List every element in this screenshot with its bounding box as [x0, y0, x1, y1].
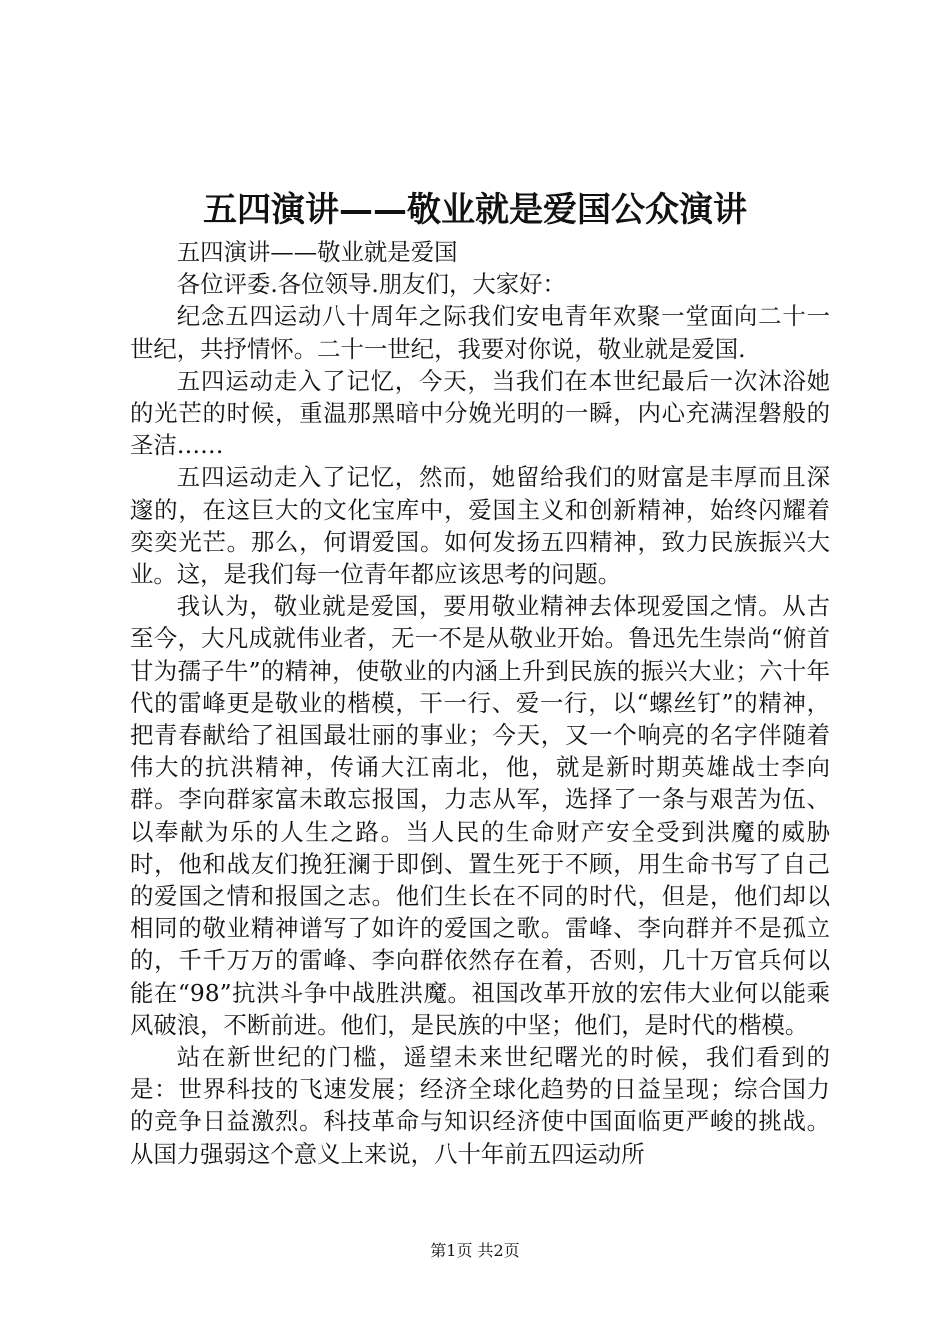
page-footer: 第1页 共2页 — [430, 1241, 520, 1260]
paragraph: 五四运动走入了记忆，然而，她留给我们的财富是丰厚而且深邃的，在这巨大的文化宝库中，爱国主义和创新精神，始终闪耀着奕奕光芒。那么，何谓爱国。如何发扬五四精神，致力民族振兴大业。这，是我们每一位青年都应该思考的问题。 — [130, 463, 830, 589]
paragraph: 五四运动走入了记忆，今天，当我们在本世纪最后一次沐浴她的光芒的时候，重温那黑暗中分娩光明的一瞬，内心充满涅磐般的圣洁…… — [130, 366, 830, 460]
paragraph-subtitle: 五四演讲——敬业就是爱国 — [176, 238, 458, 266]
document-title: 五四演讲——敬业就是爱国公众演讲 — [203, 190, 747, 230]
paragraph: 我认为，敬业就是爱国，要用敬业精神去体现爱国之情。从古至今，大凡成就伟业者，无一不是从敬业开始。鲁迅先生崇尚“俯首甘为孺子牛”的精神，使敬业的内涵上升到民族的振兴大业；六十年代的雷峰更是敬业的楷模，干一行、爱一行，以“螺丝钉”的精神，把青春献给了祖国最壮丽的事业；今天，又一个响亮的名字伴随着伟大的抗洪精神，传诵大江南北，他，就是新时期英雄战士李向群。李向群家富未敢忘报国，力志从军，选择了一条与艰苦为伍、以奉献为乐的人生之路。当人民的生命财产安全受到洪魔的威胁时，他和战友们挽狂澜于即倒、置生死于不顾，用生命书写了自己的爱国之情和报国之志。他们生长在不同的时代，但是，他们却以相同的敬业精神谱写了如许的爱国之歌。雷峰、李向群并不是孤立的，千千万万的雷峰、李向群依然存在着，否则，几十万官兵何以能在“98”抗洪斗争中战胜洪魔。祖国改革开放的宏伟大业何以能乘风破浪，不断前进。他们，是民族的中坚；他们，是时代的楷模。 — [130, 592, 830, 1039]
paragraph: 站在新世纪的门槛，遥望未来世纪曙光的时候，我们看到的是：世界科技的飞速发展；经济全球化趋势的日益呈现；综合国力的竞争日益激烈。科技革命与知识经济使中国面临更严峻的挑战。从国力强弱这个意义上来说，八十年前五四运动所 — [130, 1043, 830, 1168]
paragraph: 纪念五四运动八十周年之际我们安电青年欢聚一堂面向二十一世纪，共抒情怀。二十一世纪，我要对你说，敬业就是爱国. — [130, 302, 830, 363]
paragraph-greeting: 各位评委.各位领导.朋友们，大家好： — [176, 270, 566, 299]
document-body — [130, 236, 830, 1170]
